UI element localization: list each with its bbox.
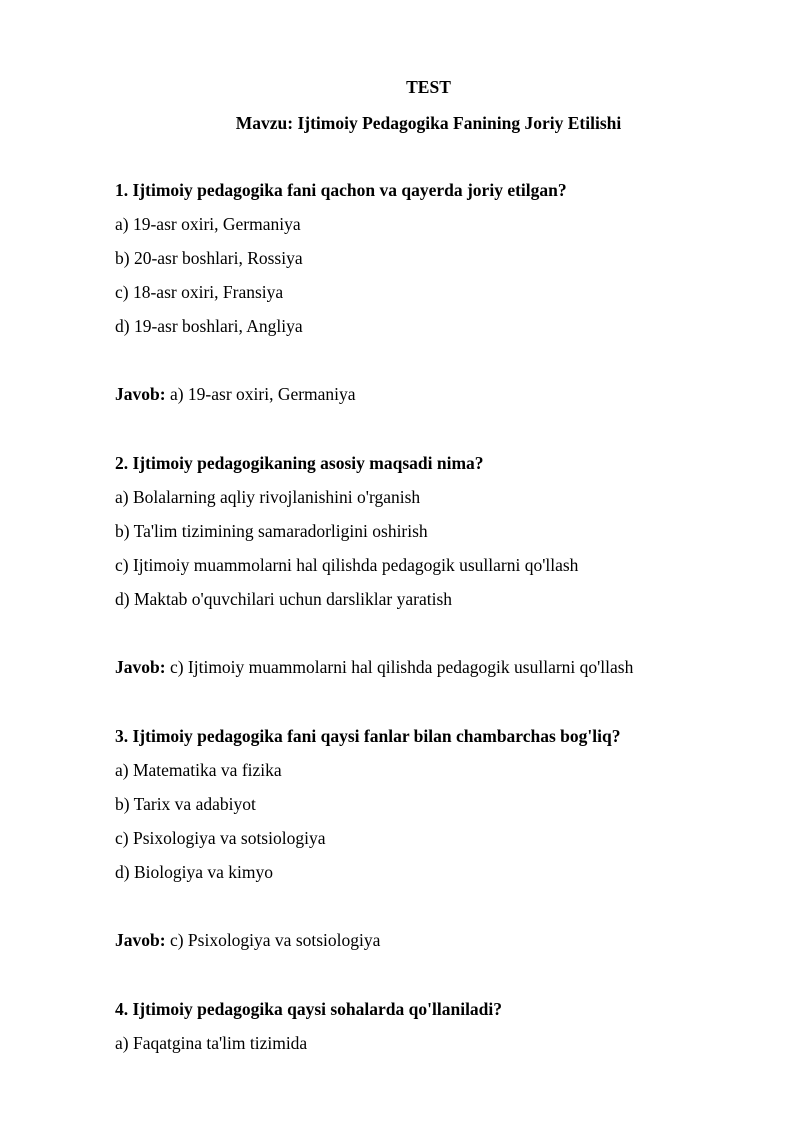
question-2-text: 2. Ijtimoiy pedagogikaning asosiy maqsadi nima?	[115, 453, 484, 473]
document-subtitle: Mavzu: Ijtimoiy Pedagogika Fanining Joriy Etilishi	[235, 113, 622, 133]
question-1-answer	[115, 384, 356, 404]
question-2-answer	[115, 657, 633, 677]
question-4-text: 4. Ijtimoiy pedagogika qaysi sohalarda qo'llaniladi?	[115, 999, 503, 1019]
question-3-option-b: b) Tarix va adabiyot	[115, 794, 256, 814]
answer-label: Javob:	[115, 930, 166, 950]
question-3-text: 3. Ijtimoiy pedagogika fani qaysi fanlar bilan chambarchas bog'liq?	[115, 726, 621, 746]
question-2-option-c: c) Ijtimoiy muammolarni hal qilishda pedagogik usullarni qo'llash	[115, 555, 579, 575]
question-4-option-a: a) Faqatgina ta'lim tizimida	[115, 1033, 308, 1053]
question-1-text: 1. Ijtimoiy pedagogika fani qachon va qayerda joriy etilgan?	[115, 180, 567, 200]
question-2-option-b: b) Ta'lim tizimining samaradorligini oshirish	[115, 521, 428, 541]
question-1-option-c: c) 18-asr oxiri, Fransiya	[115, 282, 284, 302]
question-3-option-a: a) Matematika va fizika	[115, 760, 282, 780]
question-3-answer	[115, 930, 380, 950]
question-2-option-d: d) Maktab o'quvchilari uchun darsliklar yaratish	[115, 589, 453, 609]
question-3-option-d: d) Biologiya va kimyo	[115, 862, 273, 882]
question-1-option-a: a) 19-asr oxiri, Germaniya	[115, 214, 301, 234]
answer-label: Javob:	[115, 657, 166, 677]
answer-value: a) 19-asr oxiri, Germaniya	[169, 384, 356, 404]
answer-value: c) Psixologiya va sotsiologiya	[169, 930, 381, 950]
document-title: TEST	[406, 77, 451, 97]
question-2-option-a: a) Bolalarning aqliy rivojlanishini o'rganish	[115, 487, 421, 507]
question-3-option-c: c) Psixologiya va sotsiologiya	[115, 828, 326, 848]
answer-value: c) Ijtimoiy muammolarni hal qilishda pedagogik usullarni qo'llash	[169, 657, 634, 677]
answer-label: Javob:	[115, 384, 166, 404]
question-1-option-b: b) 20-asr boshlari, Rossiya	[115, 248, 303, 268]
question-1-option-d: d) 19-asr boshlari, Angliya	[115, 316, 303, 336]
